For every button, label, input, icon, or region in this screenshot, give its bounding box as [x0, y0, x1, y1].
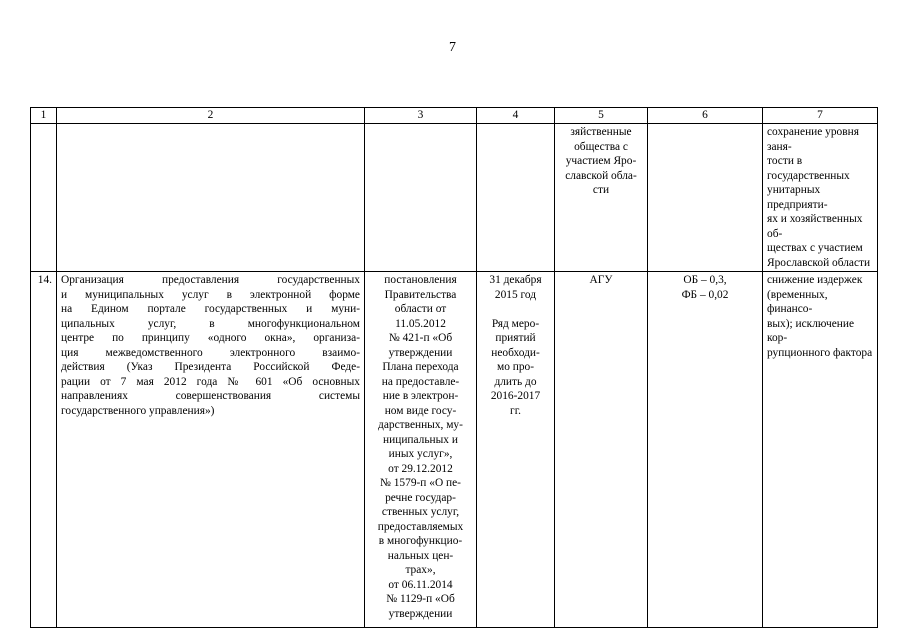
- cell-text-line: рупционного фактора: [767, 346, 873, 359]
- cell-text-line: вых); исключение кор-: [767, 317, 855, 344]
- cell-text-line: нальных цен-: [387, 549, 454, 562]
- cell-text-line: необходи-: [491, 346, 540, 359]
- cell-text-line: Организация предоставления государственных: [61, 274, 360, 286]
- cell-text-line: унитарных предприяти-: [767, 184, 828, 211]
- cell-text-line: утверждении: [388, 346, 453, 359]
- cell-text-line: ОБ – 0,3,: [683, 274, 727, 286]
- cell-text-line: Ярославской области: [767, 256, 871, 269]
- cell-text-line: от 06.11.2014: [388, 578, 453, 591]
- deadline-cell: [477, 272, 555, 628]
- result-cell: [763, 124, 878, 272]
- cell-text-line: действия (Указ Президента Российской Феде-: [61, 361, 360, 373]
- basis-cell: [365, 272, 477, 628]
- cell-text-line: центре по принципу «одного окна», организа-: [61, 332, 360, 344]
- cell-text-line: ние в электрон-: [382, 390, 459, 402]
- table-row: [31, 124, 878, 272]
- cell-text-line: трах»,: [405, 564, 436, 576]
- cell-text-line: [481, 302, 550, 317]
- cell-text-line: Правительства: [384, 288, 457, 301]
- executor-cell: [555, 272, 648, 628]
- cell-text-line: в многофункцио-: [378, 535, 463, 547]
- funding-cell: [648, 124, 763, 272]
- cell-text-line: гг.: [510, 404, 521, 417]
- cell-text-line: длить до: [494, 375, 537, 388]
- row-number-cell: 14.: [31, 272, 57, 628]
- cell-text-line: ном виде госу-: [384, 404, 457, 417]
- funding-cell: [648, 272, 763, 628]
- table-header-row: [31, 108, 878, 124]
- cell-text-line: 11.05.2012: [395, 317, 446, 330]
- cell-text-line: сохранение уровня заня-: [767, 126, 859, 153]
- cell-text-line: ципальных услуг, в многофункциональном: [61, 317, 360, 330]
- header-cell: 4: [477, 108, 555, 124]
- cell-text-line: Плана перехода: [382, 361, 459, 373]
- cell-text-line: 31 декабря: [489, 274, 542, 286]
- event-cell: [57, 272, 365, 628]
- header-cell: 3: [365, 108, 477, 124]
- cell-text-line: мо про-: [496, 361, 535, 373]
- cell-text-line: снижение издержек: [767, 274, 863, 286]
- header-cell: 7: [763, 108, 878, 124]
- row-number-cell: [31, 124, 57, 272]
- header-cell: 2: [57, 108, 365, 124]
- table-row: [31, 272, 878, 628]
- cell-text-line: славской обла-: [565, 169, 637, 182]
- cell-text-line: № 421-п «Об: [388, 332, 453, 344]
- cell-text-line: ниципальных и: [383, 433, 458, 446]
- cell-text-line: речне государ-: [385, 491, 456, 504]
- cell-text-line: № 1579-п «О пе-: [380, 477, 461, 489]
- cell-text-line: 2015 год: [494, 288, 537, 301]
- cell-text-line: области от: [394, 303, 447, 315]
- deadline-cell: [477, 124, 555, 272]
- cell-text-line: и муниципальных услуг в электронной форме: [61, 288, 360, 301]
- cell-text-line: утверждении: [388, 607, 453, 620]
- cell-text-line: государственного управления»): [61, 404, 215, 417]
- cell-text-line: ФБ – 0,02: [681, 288, 729, 301]
- plan-table: [30, 107, 878, 628]
- cell-text-line: ществах с участием: [767, 242, 863, 254]
- cell-text-line: Ряд меро-: [491, 317, 540, 330]
- event-cell: [57, 124, 365, 272]
- cell-text-line: сти: [592, 184, 610, 196]
- cell-text-line: на предоставле-: [381, 375, 460, 388]
- cell-text-line: предоставляемых: [377, 520, 464, 533]
- cell-text-line: направлениях совершенствования системы: [61, 390, 360, 402]
- cell-text-line: АГУ: [589, 274, 613, 286]
- cell-text-line: (временных, финансо-: [767, 288, 828, 315]
- cell-text-line: № 1129-п «Об: [386, 593, 455, 605]
- cell-text-line: ция межведомственного электронного взаимо-: [61, 346, 360, 359]
- cell-text-line: иных услуг»,: [388, 448, 453, 460]
- cell-text-line: рации от 7 мая 2012 года № 601 «Об основных: [61, 375, 360, 388]
- cell-text-line: на Едином портале государственных и муни-: [61, 303, 360, 315]
- cell-text-line: 2016-2017: [490, 390, 541, 402]
- cell-text-line: общества с: [574, 140, 628, 153]
- header-cell: 5: [555, 108, 648, 124]
- cell-text-line: участием Яро-: [565, 155, 637, 167]
- header-cell: 6: [648, 108, 763, 124]
- cell-text-line: ственных услуг,: [381, 506, 460, 518]
- page-number: 7: [449, 40, 456, 55]
- cell-text-line: зяйственные: [570, 126, 632, 138]
- cell-text-line: от 29.12.2012: [388, 462, 453, 475]
- cell-text-line: постановления: [384, 274, 457, 286]
- result-cell: [763, 272, 878, 628]
- executor-cell: [555, 124, 648, 272]
- cell-text-line: тости в государственных: [767, 155, 850, 182]
- basis-cell: [365, 124, 477, 272]
- cell-text-line: дарственных, му-: [378, 419, 463, 431]
- cell-text-line: приятий: [495, 332, 536, 344]
- cell-text-line: ях и хозяйственных об-: [767, 213, 863, 240]
- header-cell: 1: [31, 108, 57, 124]
